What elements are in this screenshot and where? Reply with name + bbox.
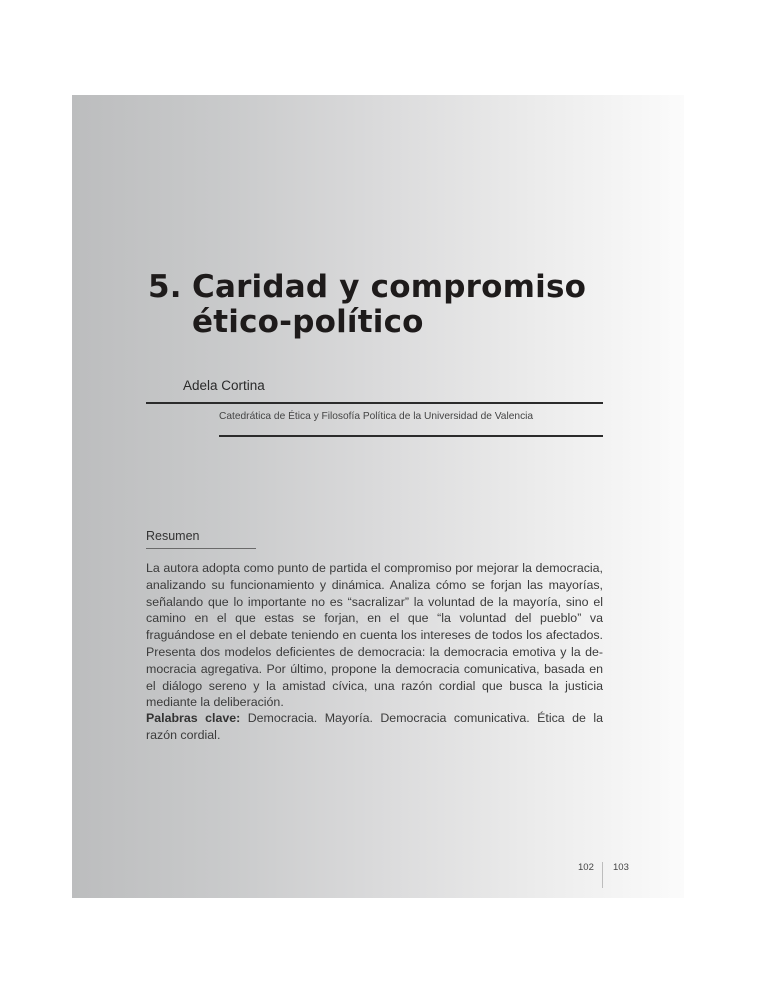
abstract-heading-underline bbox=[146, 548, 256, 549]
keywords-text: Democracia. Mayoría. Democracia comunicativa. Ética de la razón cordial. bbox=[146, 711, 603, 742]
keywords-label: Palabras clave: bbox=[146, 711, 241, 725]
affiliation-divider bbox=[219, 435, 603, 437]
page-background-panel bbox=[72, 95, 684, 898]
page-number-right: 103 bbox=[613, 862, 629, 873]
abstract-text: La autora adopta como punto de partida el compromiso por mejorar la democracia, analizando su funcionamiento y dinámica. Analiza cómo se forjan las mayorías, señalando que lo importante no es “sacralizar” la voluntad de la mayoría, sino el camino en el que estas se forjan, en el que “la voluntad del pueblo” va fraguándose en el debate teniendo en cuenta los intereses de todos los afectados. Presenta dos modelos deficientes de democracia: la democracia emotiva y la democracia agregativa. Por último, propone la democracia comunicativa, basada en el diálogo sereno y la amistad cívica, una razón cordial que busca la justicia mediante la deliberación. bbox=[146, 561, 603, 710]
chapter-number: 5. bbox=[148, 269, 182, 305]
chapter-title bbox=[148, 270, 586, 340]
chapter-title-line2: ético-político bbox=[192, 304, 424, 340]
author-name: Adela Cortina bbox=[183, 378, 265, 393]
author-affiliation: Catedrática de Ética y Filosofía Política de la Universidad de Valencia bbox=[219, 411, 534, 422]
chapter-title-line1: Caridad y compromiso bbox=[192, 269, 587, 305]
page-number-separator bbox=[602, 862, 603, 888]
author-divider bbox=[146, 402, 603, 404]
abstract-heading: Resumen bbox=[146, 529, 200, 543]
page-number-left: 102 bbox=[578, 862, 594, 873]
keywords bbox=[146, 710, 603, 744]
